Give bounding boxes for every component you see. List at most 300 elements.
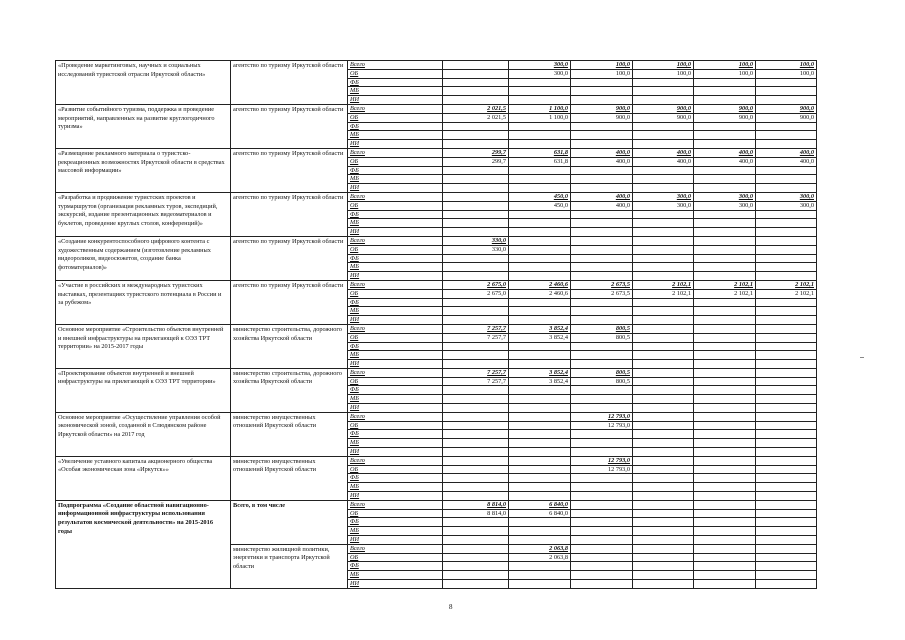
amount-cell	[571, 536, 633, 545]
amount-cell	[571, 395, 633, 404]
funding-source: ФБ	[348, 562, 443, 571]
amount-cell	[443, 553, 509, 562]
amount-cell	[633, 492, 694, 501]
amount-cell	[443, 386, 509, 395]
amount-cell: 2 102,1	[633, 280, 694, 289]
amount-cell	[694, 166, 756, 175]
executor-name: министерство имущественных отношений Иркутской области	[231, 412, 348, 456]
amount-cell	[756, 377, 817, 386]
amount-cell	[756, 580, 817, 589]
amount-cell	[756, 474, 817, 483]
amount-cell	[443, 342, 509, 351]
amount-cell	[633, 140, 694, 149]
funding-source: ОБ	[348, 333, 443, 342]
amount-cell	[694, 175, 756, 184]
funding-source: Всего	[348, 544, 443, 553]
amount-cell	[633, 439, 694, 448]
amount-cell	[443, 122, 509, 131]
amount-cell	[443, 395, 509, 404]
table-row	[56, 368, 817, 377]
executor-name: Всего, в том числе	[231, 500, 348, 544]
amount-cell	[443, 580, 509, 589]
amount-cell	[694, 509, 756, 518]
amount-cell	[571, 527, 633, 536]
amount-cell	[756, 483, 817, 492]
amount-cell	[694, 430, 756, 439]
funding-source: ИИ	[348, 536, 443, 545]
measure-name: Подпрограмма «Создание областной навигационно-информационной инфраструктуры использования результатов космической деятельности» на 2015-2016 годы	[56, 500, 231, 588]
amount-cell	[509, 184, 571, 193]
amount-cell	[571, 509, 633, 518]
funding-source: Всего	[348, 61, 443, 70]
amount-cell	[694, 272, 756, 281]
amount-cell	[694, 263, 756, 272]
amount-cell	[633, 324, 694, 333]
amount-cell: 900,0	[633, 113, 694, 122]
amount-cell	[694, 324, 756, 333]
amount-cell: 100,0	[756, 61, 817, 70]
budget-table	[55, 60, 817, 589]
executor-name: министерство строительства, дорожного хозяйства Иркутской области	[231, 324, 348, 368]
amount-cell	[571, 96, 633, 105]
amount-cell	[756, 439, 817, 448]
amount-cell	[571, 254, 633, 263]
amount-cell: 400,0	[756, 148, 817, 157]
amount-cell	[694, 219, 756, 228]
amount-cell	[509, 580, 571, 589]
funding-source: Всего	[348, 368, 443, 377]
amount-cell	[443, 78, 509, 87]
amount-cell: 800,5	[571, 324, 633, 333]
amount-cell	[756, 131, 817, 140]
amount-cell	[756, 175, 817, 184]
amount-cell: 300,0	[756, 192, 817, 201]
budget-sheet	[55, 60, 817, 589]
amount-cell: 2 673,5	[571, 289, 633, 298]
amount-cell	[633, 553, 694, 562]
funding-source: ФБ	[348, 474, 443, 483]
amount-cell: 800,5	[571, 368, 633, 377]
amount-cell	[443, 272, 509, 281]
amount-cell	[509, 87, 571, 96]
amount-cell	[633, 430, 694, 439]
amount-cell	[633, 351, 694, 360]
amount-cell	[509, 395, 571, 404]
amount-cell: 300,0	[633, 192, 694, 201]
amount-cell: 400,0	[694, 157, 756, 166]
funding-source: ИИ	[348, 228, 443, 237]
amount-cell	[571, 518, 633, 527]
amount-cell: 800,5	[571, 333, 633, 342]
amount-cell	[633, 307, 694, 316]
amount-cell: 100,0	[694, 61, 756, 70]
amount-cell: 2 102,1	[756, 289, 817, 298]
amount-cell	[756, 412, 817, 421]
funding-source: ИИ	[348, 448, 443, 457]
amount-cell: 2 102,1	[756, 280, 817, 289]
amount-cell	[633, 210, 694, 219]
amount-cell	[756, 553, 817, 562]
amount-cell	[694, 492, 756, 501]
amount-cell	[694, 412, 756, 421]
funding-source: ФБ	[348, 122, 443, 131]
amount-cell	[633, 404, 694, 413]
funding-source: МБ	[348, 351, 443, 360]
amount-cell	[443, 254, 509, 263]
amount-cell	[509, 483, 571, 492]
executor-name: агентство по туризму Иркутской области	[231, 280, 348, 324]
amount-cell	[633, 395, 694, 404]
amount-cell	[443, 210, 509, 219]
funding-source: ОБ	[348, 377, 443, 386]
amount-cell	[443, 430, 509, 439]
funding-source: МБ	[348, 219, 443, 228]
amount-cell	[571, 307, 633, 316]
amount-cell: 2 460,6	[509, 289, 571, 298]
amount-cell	[694, 536, 756, 545]
amount-cell	[756, 360, 817, 369]
amount-cell	[509, 96, 571, 105]
amount-cell: 400,0	[694, 148, 756, 157]
amount-cell	[694, 456, 756, 465]
amount-cell	[756, 342, 817, 351]
amount-cell	[509, 254, 571, 263]
amount-cell: 7 257,7	[443, 324, 509, 333]
amount-cell	[756, 272, 817, 281]
amount-cell	[694, 404, 756, 413]
amount-cell	[756, 307, 817, 316]
measure-name: «Проектирование объектов внутренней и внешней инфраструктуры на прилегающей к ОЭЗ ТРТ территории»	[56, 368, 231, 412]
amount-cell	[633, 245, 694, 254]
amount-cell	[694, 131, 756, 140]
measure-name: «Разработка и продвижение туристских проектов и турмаршрутов (организация рекламных туров, экспедиций, экскурсий, издание презентационных видеоматериалов и буклетов, проведение круглых столов, конференций)»	[56, 192, 231, 236]
measure-name: «Увеличение уставного капитала акционерного общества «Особая экономическая зона «Иркутск»»	[56, 456, 231, 500]
funding-source: ОБ	[348, 69, 443, 78]
amount-cell	[571, 140, 633, 149]
amount-cell	[509, 166, 571, 175]
amount-cell	[443, 201, 509, 210]
amount-cell: 12 793,0	[571, 421, 633, 430]
amount-cell	[571, 131, 633, 140]
amount-cell	[694, 316, 756, 325]
amount-cell	[443, 571, 509, 580]
amount-cell: 900,0	[633, 104, 694, 113]
amount-cell: 300,0	[509, 61, 571, 70]
amount-cell	[571, 483, 633, 492]
amount-cell	[756, 395, 817, 404]
amount-cell	[694, 78, 756, 87]
funding-source: ФБ	[348, 254, 443, 263]
amount-cell: 100,0	[756, 69, 817, 78]
executor-name: агентство по туризму Иркутской области	[231, 104, 348, 148]
measure-name: «Создание конкурентоспособного цифрового контента с художественным содержанием (изготовление рекламных видеороликов, видеосюжетов, создание банка фотоматериалов)»	[56, 236, 231, 280]
amount-cell	[694, 580, 756, 589]
amount-cell	[633, 228, 694, 237]
amount-cell: 900,0	[694, 113, 756, 122]
amount-cell: 3 852,4	[509, 368, 571, 377]
amount-cell	[694, 465, 756, 474]
amount-cell	[756, 298, 817, 307]
amount-cell: 300,0	[694, 192, 756, 201]
amount-cell	[756, 404, 817, 413]
funding-source: ФБ	[348, 430, 443, 439]
funding-source: МБ	[348, 87, 443, 96]
amount-cell	[571, 245, 633, 254]
amount-cell: 299,7	[443, 148, 509, 157]
funding-source: Всего	[348, 500, 443, 509]
amount-cell	[443, 448, 509, 457]
amount-cell: 299,7	[443, 157, 509, 166]
amount-cell	[443, 175, 509, 184]
funding-source: МБ	[348, 439, 443, 448]
amount-cell	[509, 430, 571, 439]
amount-cell	[633, 87, 694, 96]
amount-cell	[509, 351, 571, 360]
amount-cell	[756, 184, 817, 193]
amount-cell	[756, 254, 817, 263]
amount-cell	[443, 87, 509, 96]
amount-cell: 330,0	[443, 245, 509, 254]
amount-cell	[694, 254, 756, 263]
table-row	[56, 104, 817, 113]
amount-cell	[443, 562, 509, 571]
amount-cell	[694, 439, 756, 448]
amount-cell	[694, 245, 756, 254]
amount-cell	[509, 316, 571, 325]
table-row	[56, 324, 817, 333]
amount-cell: 900,0	[694, 104, 756, 113]
amount-cell	[571, 360, 633, 369]
amount-cell	[571, 236, 633, 245]
amount-cell	[509, 272, 571, 281]
amount-cell	[509, 386, 571, 395]
funding-source: ОБ	[348, 201, 443, 210]
amount-cell	[509, 210, 571, 219]
amount-cell	[756, 456, 817, 465]
funding-source: ИИ	[348, 492, 443, 501]
amount-cell	[571, 430, 633, 439]
amount-cell	[694, 448, 756, 457]
amount-cell	[443, 351, 509, 360]
amount-cell	[756, 122, 817, 131]
amount-cell	[694, 474, 756, 483]
amount-cell	[694, 236, 756, 245]
table-row	[56, 61, 817, 70]
amount-cell: 7 257,7	[443, 368, 509, 377]
amount-cell	[756, 87, 817, 96]
amount-cell	[633, 527, 694, 536]
funding-source: ФБ	[348, 166, 443, 175]
page-number: 8	[449, 603, 453, 611]
amount-cell	[443, 192, 509, 201]
amount-cell	[756, 527, 817, 536]
amount-cell: 12 793,0	[571, 456, 633, 465]
amount-cell: 2 675,0	[443, 289, 509, 298]
table-row	[56, 148, 817, 157]
amount-cell: 400,0	[571, 201, 633, 210]
amount-cell	[756, 571, 817, 580]
funding-source: ИИ	[348, 96, 443, 105]
amount-cell: 400,0	[756, 157, 817, 166]
table-row	[56, 412, 817, 421]
amount-cell	[509, 236, 571, 245]
amount-cell: 2 675,0	[443, 280, 509, 289]
funding-source: ИИ	[348, 272, 443, 281]
amount-cell	[756, 421, 817, 430]
amount-cell: 12 793,0	[571, 412, 633, 421]
table-row	[56, 500, 817, 509]
funding-source: ОБ	[348, 421, 443, 430]
amount-cell	[633, 518, 694, 527]
amount-cell	[509, 562, 571, 571]
amount-cell	[509, 360, 571, 369]
amount-cell: 100,0	[633, 61, 694, 70]
amount-cell	[509, 448, 571, 457]
amount-cell	[509, 219, 571, 228]
amount-cell	[633, 254, 694, 263]
funding-source: ФБ	[348, 518, 443, 527]
amount-cell	[694, 333, 756, 342]
amount-cell	[694, 377, 756, 386]
amount-cell	[509, 131, 571, 140]
amount-cell	[756, 245, 817, 254]
amount-cell	[756, 518, 817, 527]
amount-cell: 450,0	[509, 201, 571, 210]
executor-name: агентство по туризму Иркутской области	[231, 61, 348, 105]
amount-cell	[633, 272, 694, 281]
amount-cell	[443, 166, 509, 175]
funding-source: МБ	[348, 527, 443, 536]
amount-cell	[694, 360, 756, 369]
amount-cell	[571, 219, 633, 228]
amount-cell: 800,5	[571, 377, 633, 386]
amount-cell	[443, 465, 509, 474]
funding-source: МБ	[348, 395, 443, 404]
amount-cell	[509, 412, 571, 421]
amount-cell	[756, 536, 817, 545]
amount-cell	[571, 500, 633, 509]
amount-cell	[443, 404, 509, 413]
funding-source: МБ	[348, 483, 443, 492]
amount-cell	[509, 474, 571, 483]
amount-cell	[633, 263, 694, 272]
funding-source: ИИ	[348, 404, 443, 413]
funding-source: Всего	[348, 412, 443, 421]
amount-cell	[633, 536, 694, 545]
amount-cell	[633, 78, 694, 87]
funding-source: Всего	[348, 280, 443, 289]
amount-cell: 3 852,4	[509, 324, 571, 333]
funding-source: ИИ	[348, 360, 443, 369]
amount-cell	[694, 386, 756, 395]
amount-cell	[571, 166, 633, 175]
amount-cell	[633, 509, 694, 518]
amount-cell	[694, 298, 756, 307]
funding-source: ИИ	[348, 140, 443, 149]
amount-cell	[443, 184, 509, 193]
amount-cell: 300,0	[694, 201, 756, 210]
funding-source: ФБ	[348, 342, 443, 351]
amount-cell	[633, 219, 694, 228]
amount-cell	[756, 465, 817, 474]
amount-cell	[633, 377, 694, 386]
amount-cell: 2 102,1	[694, 280, 756, 289]
amount-cell	[756, 500, 817, 509]
amount-cell	[756, 96, 817, 105]
amount-cell: 8 814,0	[443, 500, 509, 509]
amount-cell	[443, 474, 509, 483]
amount-cell	[443, 316, 509, 325]
amount-cell	[509, 518, 571, 527]
amount-cell: 8 814,0	[443, 509, 509, 518]
amount-cell: 1 100,0	[509, 104, 571, 113]
amount-cell	[443, 228, 509, 237]
amount-cell: 631,8	[509, 157, 571, 166]
amount-cell	[571, 298, 633, 307]
amount-cell	[633, 316, 694, 325]
amount-cell	[633, 96, 694, 105]
funding-source: ОБ	[348, 465, 443, 474]
amount-cell: 400,0	[571, 192, 633, 201]
amount-cell	[571, 474, 633, 483]
amount-cell	[443, 219, 509, 228]
funding-source: ФБ	[348, 386, 443, 395]
amount-cell	[443, 439, 509, 448]
funding-source: МБ	[348, 263, 443, 272]
amount-cell: 2 460,6	[509, 280, 571, 289]
amount-cell	[509, 439, 571, 448]
amount-cell	[509, 122, 571, 131]
amount-cell	[633, 483, 694, 492]
funding-source: Всего	[348, 324, 443, 333]
amount-cell	[756, 236, 817, 245]
amount-cell	[509, 404, 571, 413]
amount-cell	[694, 368, 756, 377]
table-row	[56, 192, 817, 201]
amount-cell	[694, 210, 756, 219]
executor-name: министерство жилищной политики, энергетики и транспорта Иркутской области	[231, 544, 348, 588]
amount-cell	[633, 544, 694, 553]
amount-cell	[509, 175, 571, 184]
amount-cell: 900,0	[756, 104, 817, 113]
amount-cell	[509, 245, 571, 254]
amount-cell	[571, 386, 633, 395]
amount-cell	[443, 307, 509, 316]
amount-cell	[571, 175, 633, 184]
amount-cell	[694, 140, 756, 149]
amount-cell: 300,0	[633, 201, 694, 210]
amount-cell	[694, 228, 756, 237]
amount-cell: 100,0	[633, 69, 694, 78]
amount-cell: 400,0	[633, 157, 694, 166]
amount-cell	[633, 465, 694, 474]
executor-name: министерство имущественных отношений Иркутской области	[231, 456, 348, 500]
amount-cell: 400,0	[633, 148, 694, 157]
amount-cell	[509, 492, 571, 501]
amount-cell	[443, 527, 509, 536]
amount-cell	[694, 562, 756, 571]
amount-cell	[756, 210, 817, 219]
amount-cell	[509, 571, 571, 580]
amount-cell	[756, 562, 817, 571]
funding-source: Всего	[348, 104, 443, 113]
amount-cell: 1 100,0	[509, 113, 571, 122]
measure-name: «Развитие событийного туризма, поддержка и проведение мероприятий, направленных на развитие круглогодичного туризма»	[56, 104, 231, 148]
amount-cell	[443, 96, 509, 105]
amount-cell	[756, 324, 817, 333]
amount-cell	[509, 421, 571, 430]
amount-cell	[571, 263, 633, 272]
